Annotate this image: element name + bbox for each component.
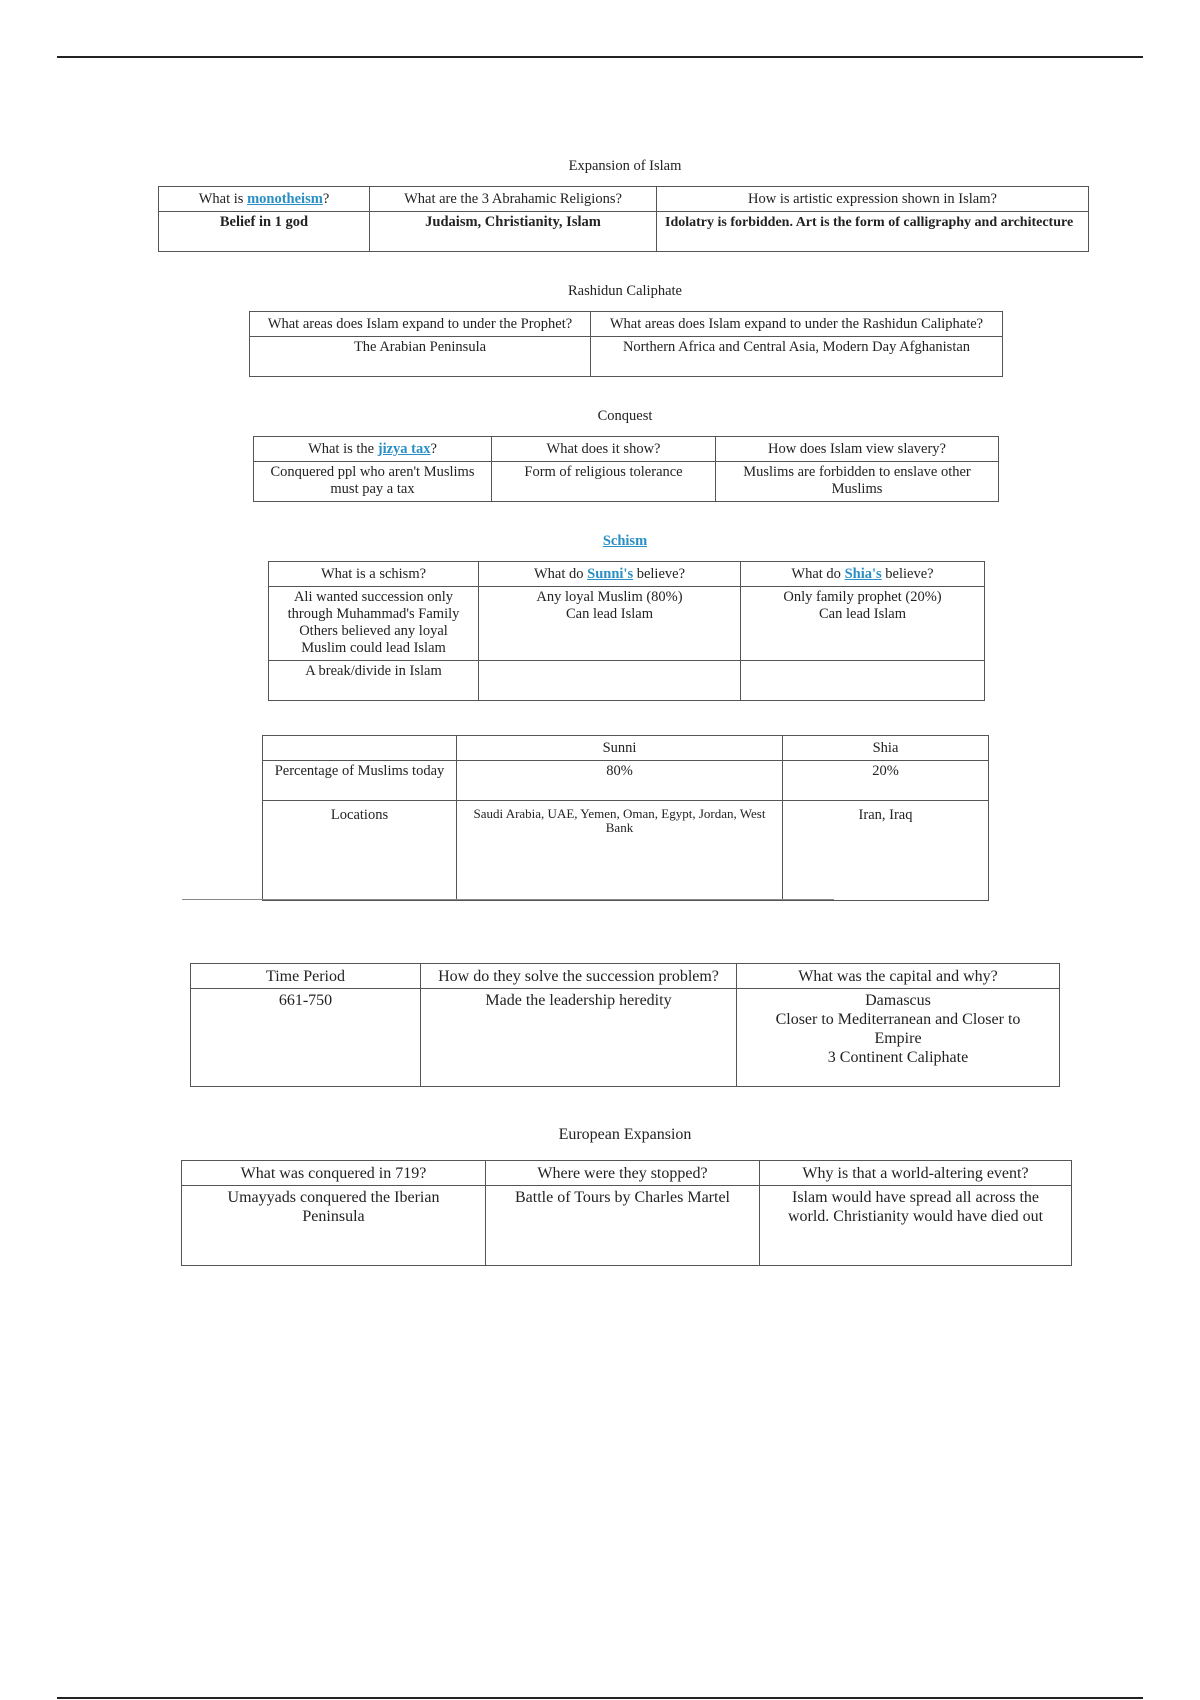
schism-definition: A break/divide in Islam (269, 661, 479, 701)
european-header-1: What was conquered in 719? (182, 1161, 486, 1186)
rashidun-header-2: What areas does Islam expand to under the Rashidun Caliphate? (591, 312, 1003, 337)
conquest-table (253, 436, 999, 502)
schism-answer-2: Any loyal Muslim (80%) Can lead Islam (479, 587, 741, 661)
schism-answer-3: Only family prophet (20%) Can lead Islam (741, 587, 985, 661)
expansion-answer-2: Judaism, Christianity, Islam (370, 212, 657, 252)
conquest-answer-1: Conquered ppl who aren't Muslims must pay a tax (254, 462, 492, 502)
conquest-answer-3: Muslims are forbidden to enslave other Muslims (716, 462, 999, 502)
sunni-link[interactable]: Sunni's (587, 565, 634, 582)
conquest-header-1: What is the jizya tax? (254, 437, 492, 462)
umayyad-header-3: What was the capital and why? (737, 964, 1060, 989)
schism-empty-cell-2 (741, 661, 985, 701)
rashidun-title: Rashidun Caliphate (568, 283, 682, 299)
percentage-label: Percentage of Muslims today (263, 761, 457, 801)
schism-empty-cell-1 (479, 661, 741, 701)
european-answer-3: Islam would have spread all across the world. Christianity would have died out (760, 1186, 1072, 1266)
section-separator (182, 899, 834, 900)
top-rule (57, 56, 1143, 58)
rashidun-answer-1: The Arabian Peninsula (250, 337, 591, 377)
european-header-2: Where were they stopped? (486, 1161, 760, 1186)
umayyad-table (190, 963, 1060, 1087)
percentage-sunni: 80% (457, 761, 783, 801)
schism-header-1: What is a schism? (269, 562, 479, 587)
expansion-answer-3: Idolatry is forbidden. Art is the form of calligraphy and architecture (657, 212, 1089, 252)
conquest-title: Conquest (597, 408, 653, 424)
locations-label: Locations (263, 801, 457, 901)
jizya-tax-link[interactable]: jizya tax (377, 440, 431, 457)
shia-link[interactable]: Shia's (844, 565, 882, 582)
rashidun-answer-2: Northern Africa and Central Asia, Modern Day Afghanistan (591, 337, 1003, 377)
bottom-rule (57, 1697, 1143, 1699)
locations-sunni: Saudi Arabia, UAE, Yemen, Oman, Egypt, Jordan, West Bank (457, 801, 783, 901)
expansion-header-1: What is monotheism? (159, 187, 370, 212)
umayyad-header-1: Time Period (191, 964, 421, 989)
expansion-header-2: What are the 3 Abrahamic Religions? (370, 187, 657, 212)
european-answer-1: Umayyads conquered the Iberian Peninsula (182, 1186, 486, 1266)
conquest-header-3: How does Islam view slavery? (716, 437, 999, 462)
comparison-corner (263, 736, 457, 761)
european-table (181, 1160, 1072, 1266)
percentage-shia: 20% (783, 761, 989, 801)
locations-shia: Iran, Iraq (783, 801, 989, 901)
rashidun-table (249, 311, 1003, 377)
european-header-3: Why is that a world-altering event? (760, 1161, 1072, 1186)
comparison-table (262, 735, 989, 901)
monotheism-link[interactable]: monotheism (247, 190, 323, 207)
umayyad-header-2: How do they solve the succession problem? (421, 964, 737, 989)
comparison-header-shia: Shia (783, 736, 989, 761)
expansion-answer-1: Belief in 1 god (159, 212, 370, 252)
succession-answer: Made the leadership heredity (421, 989, 737, 1087)
conquest-answer-2: Form of religious tolerance (492, 462, 716, 502)
expansion-title: Expansion of Islam (568, 158, 682, 174)
european-title: European Expansion (558, 1126, 692, 1143)
expansion-header-3: How is artistic expression shown in Islam? (657, 187, 1089, 212)
expansion-table (158, 186, 1089, 252)
schism-title-link[interactable]: Schism (602, 533, 648, 549)
conquest-header-2: What does it show? (492, 437, 716, 462)
schism-header-3: What do Shia's believe? (741, 562, 985, 587)
schism-header-2: What do Sunni's believe? (479, 562, 741, 587)
rashidun-header-1: What areas does Islam expand to under the Prophet? (250, 312, 591, 337)
capital-answer: Damascus Closer to Mediterranean and Closer to Empire 3 Continent Caliphate (737, 989, 1060, 1087)
comparison-header-sunni: Sunni (457, 736, 783, 761)
european-answer-2: Battle of Tours by Charles Martel (486, 1186, 760, 1266)
schism-table (268, 561, 985, 701)
schism-answer-1: Ali wanted succession only through Muhammad's Family Others believed any loyal Muslim could lead Islam (269, 587, 479, 661)
time-period-value: 661-750 (191, 989, 421, 1087)
